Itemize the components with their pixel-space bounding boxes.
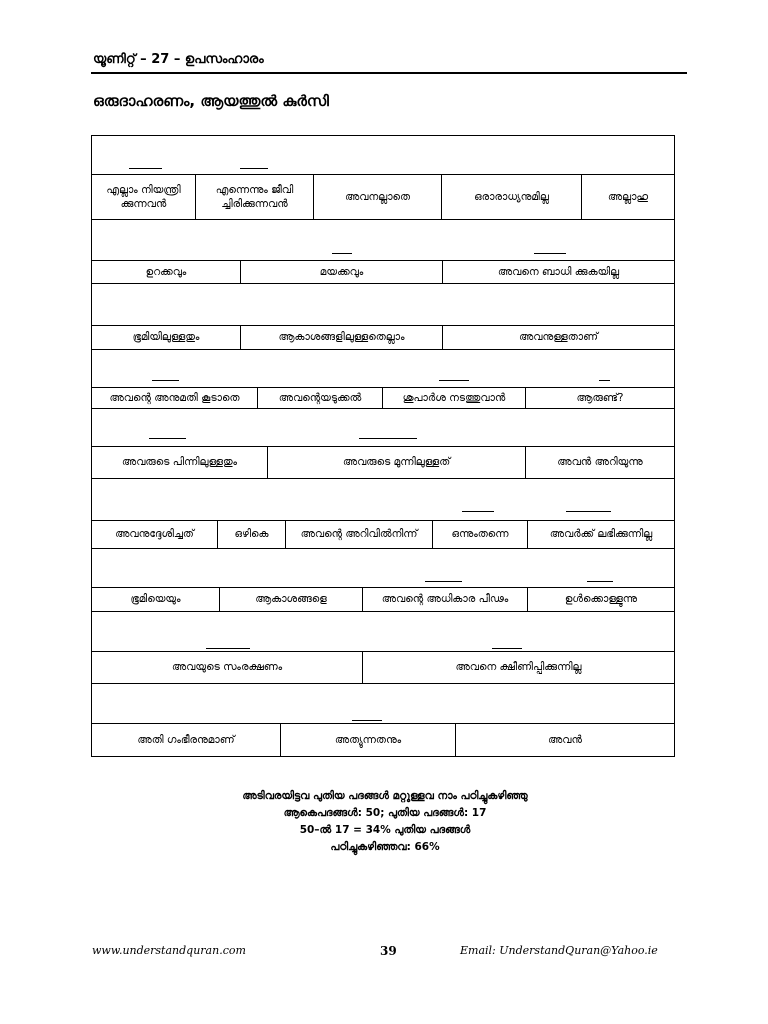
underline-blank bbox=[352, 720, 382, 721]
word-cell: എന്നെന്നും ജീവി ച്ചിരിക്കുന്നവൻ bbox=[195, 175, 313, 219]
unit-header: യൂണിറ്റ് – 27 – ഉപസംഹാരം bbox=[93, 52, 264, 67]
underline-blank bbox=[359, 438, 417, 439]
underline-blank bbox=[492, 648, 522, 649]
word-cell: അവരുടെ മുന്നിലുള്ളത് bbox=[267, 447, 525, 478]
underline-blank bbox=[149, 438, 186, 439]
word-cell: ആകാശങ്ങളിലുള്ളതെല്ലാം bbox=[240, 326, 442, 349]
underline-blank bbox=[129, 168, 162, 169]
footer-email[interactable]: Email: UnderstandQuran@Yahoo.ie bbox=[460, 944, 658, 957]
word-cell: അവനുദ്ദേശിച്ചത് bbox=[115, 528, 194, 541]
word-cell: എല്ലാം നിയന്ത്രി ക്കുന്നവൻ bbox=[106, 183, 181, 210]
word-cell: അവനെ ബാധി ക്കുകയില്ല bbox=[442, 261, 674, 283]
underline-blank bbox=[332, 253, 352, 254]
word-cell: അവരുടെ പിന്നിലുള്ളതും bbox=[121, 456, 238, 469]
footer-website[interactable]: www.understandquran.com bbox=[92, 944, 246, 957]
word-cell: ഒഴികെ bbox=[217, 521, 285, 548]
word-cell: ഉൾക്കൊള്ളുന്നു bbox=[527, 588, 674, 611]
word-cell: അവയുടെ സംരക്ഷണം bbox=[171, 661, 283, 674]
word-cell: ആരുണ്ട്? bbox=[525, 388, 674, 408]
table-row bbox=[92, 260, 674, 284]
underline-blank bbox=[152, 380, 179, 381]
underline-blank bbox=[462, 511, 494, 512]
word-cell: അതി ഗംഭീരനുമാണ് bbox=[137, 733, 235, 746]
table-row bbox=[92, 174, 674, 220]
word-cell: അവനുള്ളതാണ് bbox=[442, 326, 674, 349]
word-cell: അത്യുന്നതനും bbox=[280, 724, 455, 756]
word-cell: അവനല്ലാതെ bbox=[313, 175, 441, 219]
word-cell: ശുപാർശ നടത്തുവാൻ bbox=[382, 388, 525, 408]
underline-blank bbox=[425, 581, 462, 582]
page-title: ഒരുദാഹരണം, ആയത്തുൽ കുർസി bbox=[93, 92, 329, 110]
word-cell: ഒരാരാധ്യനുമില്ല bbox=[441, 175, 581, 219]
table-row bbox=[92, 325, 674, 350]
underline-blank bbox=[599, 380, 610, 381]
underline-blank bbox=[206, 648, 250, 649]
word-cell: അവന്റെ അറിവിൽനിന്ന് bbox=[285, 521, 432, 548]
underline-blank bbox=[566, 511, 611, 512]
word-cell: ഒന്നുംതന്നെ bbox=[432, 521, 527, 548]
table-row bbox=[92, 446, 674, 479]
word-cell: മയക്കവും bbox=[240, 261, 442, 283]
table-row bbox=[92, 651, 674, 684]
table-row bbox=[92, 587, 674, 612]
table-row bbox=[92, 723, 674, 756]
summary-line: ആകെപദങ്ങൾ: 50; പുതിയ പദങ്ങൾ: 17 bbox=[283, 807, 487, 819]
word-cell: അവന്റെ അധികാര പീഢം bbox=[362, 588, 527, 611]
word-cell: അല്ലാഹു bbox=[581, 175, 674, 219]
summary-line: 50–ൽ 17 = 34% പുതിയ പദങ്ങൾ bbox=[299, 824, 471, 836]
word-cell: ഭൂമിയെയും bbox=[130, 593, 181, 606]
word-cell: അവൻ bbox=[455, 724, 674, 756]
table-row bbox=[92, 387, 674, 409]
vocab-table bbox=[91, 135, 675, 757]
page-number: 39 bbox=[380, 944, 397, 958]
word-cell: ഭൂമിയിലുള്ളതും bbox=[132, 331, 200, 344]
word-cell: ഉറക്കവും bbox=[145, 265, 187, 278]
summary-line: അടിവരയിട്ടവ പുതിയ പദങ്ങൾ മറ്റുള്ളവ നാം പഠിച്ചുകഴിഞ്ഞു bbox=[242, 790, 528, 802]
word-cell: അവർക്ക് ലഭിക്കുന്നില്ല bbox=[527, 521, 674, 548]
word-cell: അവനെ ക്ഷീണിപ്പിക്കുന്നില്ല bbox=[362, 652, 674, 683]
header-rule bbox=[91, 72, 687, 74]
underline-blank bbox=[439, 380, 469, 381]
table-row bbox=[92, 520, 674, 549]
word-cell: ആകാശങ്ങളെ bbox=[219, 588, 362, 611]
word-cell: അവന്റെയടുക്കൽ bbox=[257, 388, 382, 408]
underline-blank bbox=[240, 168, 268, 169]
underline-blank bbox=[587, 581, 613, 582]
underline-blank bbox=[534, 253, 566, 254]
word-cell: അവൻ അറിയുന്നു bbox=[525, 447, 674, 478]
summary-line: പഠിച്ചുകഴിഞ്ഞവ: 66% bbox=[330, 841, 440, 853]
word-cell: അവന്റെ അനുമതി കൂടാതെ bbox=[109, 391, 240, 404]
